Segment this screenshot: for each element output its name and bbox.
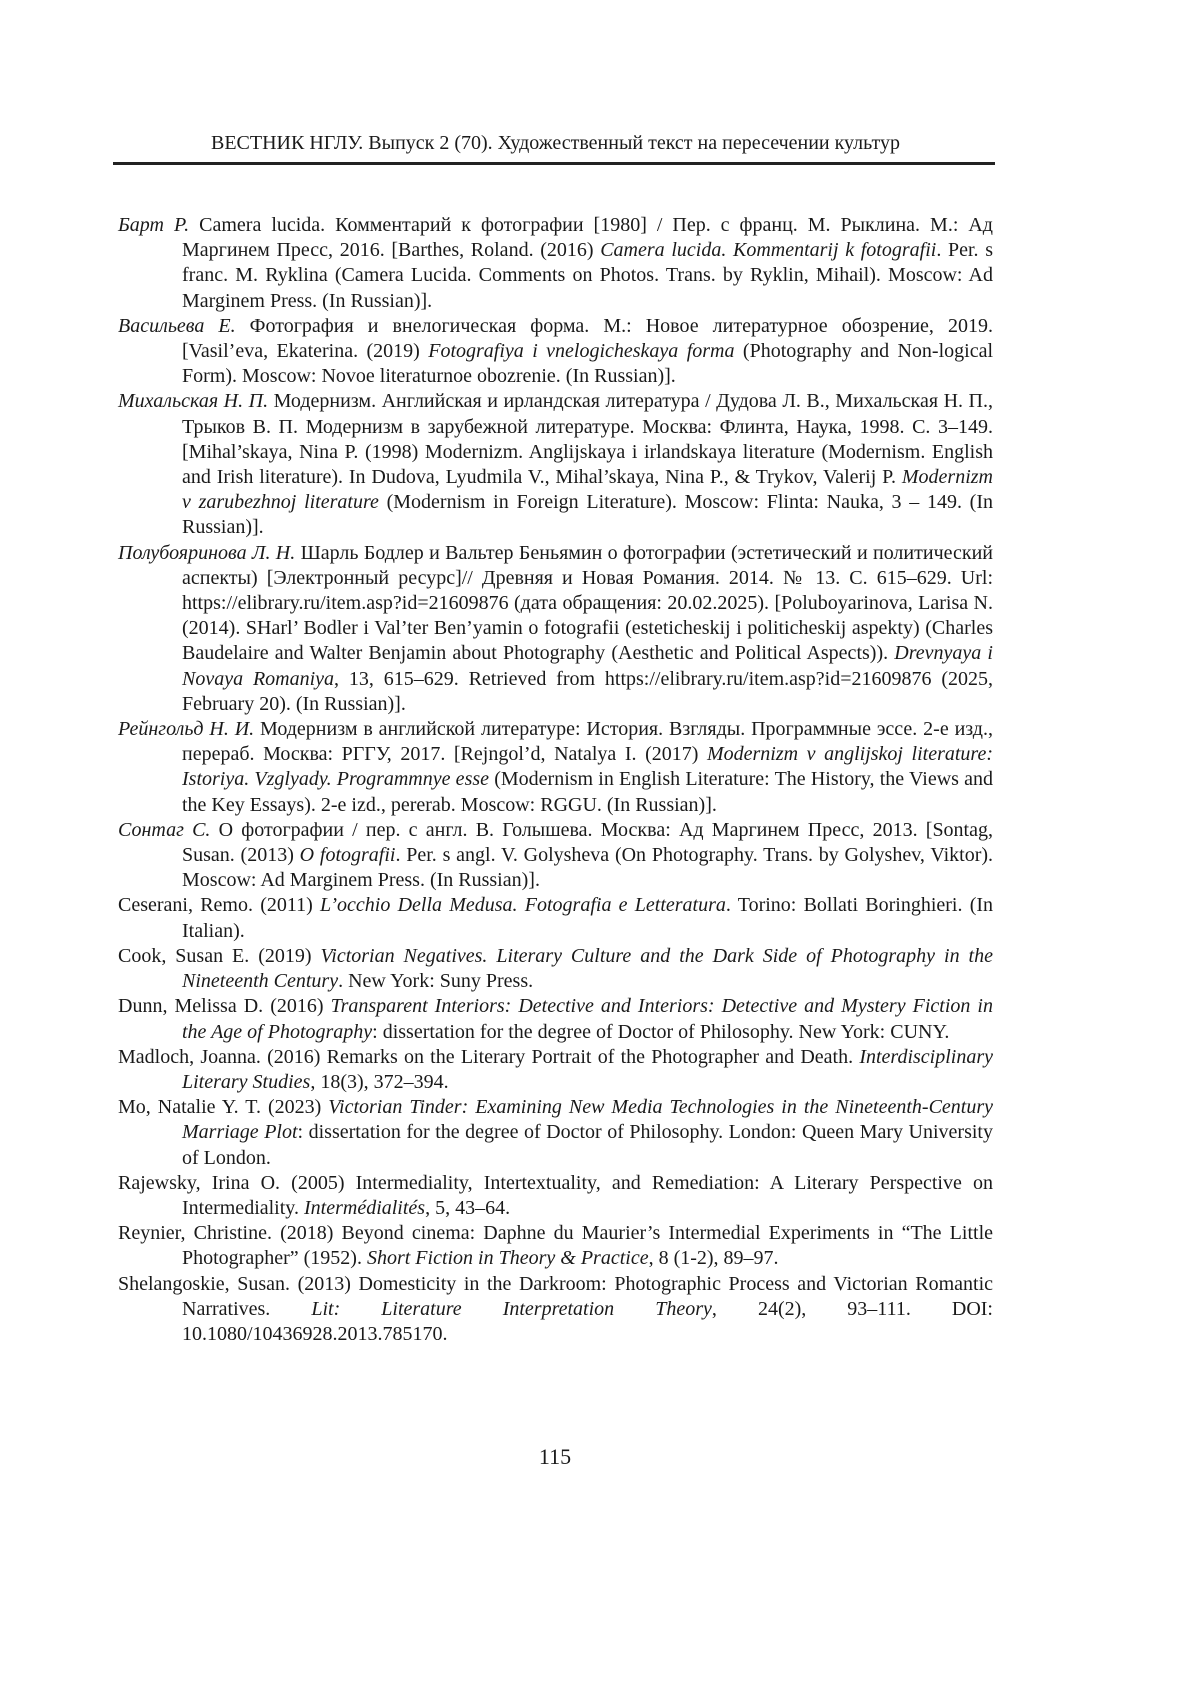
reference-entry [118, 994, 993, 1044]
reference-text: Фотография и внелогическая форма. М.: Новое литературное обозрение, 2019. [Vasil’eva, Ekaterina. (2019) [182, 315, 993, 362]
reference-entry [118, 314, 993, 390]
reference-italic-text: Lit: Literature Interpretation Theory [311, 1298, 712, 1320]
reference-entry [118, 1095, 993, 1171]
reference-italic-text: Intermédialités [304, 1197, 425, 1219]
reference-text: О фотографии / пер. с англ. В. Голышева. Москва: Ад Маргинем Пресс, 2013. [Sontag, Susan. (2013) [182, 819, 993, 866]
reference-entry [118, 541, 993, 717]
reference-text: Модернизм в английской литературе: История. Взгляды. Программные эссе. 2-е изд., перераб. Москва: РГГУ, 2017. [Rejngol’d, Natalya I. (2017) [182, 718, 993, 765]
running-header: ВЕСТНИК НГЛУ. Выпуск 2 (70). Художественный текст на пересечении культур [118, 132, 993, 155]
reference-entry [118, 389, 993, 540]
reference-text: (Modernism in English Literature: The History, the Views and the Key Essays). 2-e izd., pererab. Moscow: RGGU. (In Russian)]. [182, 768, 993, 815]
header-rule [113, 162, 995, 165]
reference-entry [118, 818, 993, 894]
reference-entry [118, 1045, 993, 1095]
page-number: 115 [0, 1444, 1110, 1470]
reference-text: (Photography and Non-logical Form). Moscow: Novoe literaturnoe obozrenie. (In Russian)]. [182, 340, 993, 387]
reference-text: , 24(2), 93–111. DOI: 10.1080/10436928.2013.785170. [182, 1298, 993, 1345]
reference-entry [118, 213, 993, 314]
reference-italic-text: Полубояринова Л. Н. [118, 542, 295, 564]
reference-entry [118, 893, 993, 943]
reference-italic-text: Modernizm v zarubezhnoj literature [182, 466, 993, 513]
reference-entry [118, 717, 993, 818]
reference-italic-text: Transparent Interiors: Detective and Interiors: Detective and Mystery Fiction in the Age of Photography [182, 995, 993, 1042]
reference-italic-text: Рейнгольд Н. И. [118, 718, 254, 740]
reference-list [118, 213, 993, 1347]
reference-italic-text: Васильева Е. [118, 315, 236, 337]
reference-text: Модернизм. Английская и ирландская литература / Дудова Л. В., Михальская Н. П., Трыков В. П. Модернизм в зарубежной литературе. Москва: Флинта, Наука, 1998. С. 3–149. [Mihal’skaya, Nina P. (1998) Modernizm. Anglijskaya i irlandskaya literature (Modernism. English and Irish literature). In Dudova, Lyudmila V., Mihal’skaya, Nina P., & Trykov, Valerij P. [182, 390, 993, 488]
reference-italic-text: O fotografii [300, 844, 396, 866]
reference-text: Reynier, Christine. (2018) Beyond cinema: Daphne du Maurier’s Intermedial Experiments in “The Little Photographer” (1952). [118, 1222, 993, 1269]
reference-entry [118, 1272, 993, 1348]
reference-text: : dissertation for the degree of Doctor of Philosophy. New York: CUNY. [372, 1021, 949, 1043]
reference-text: . Torino: Bollati Boringhieri. (In Italian). [182, 894, 993, 941]
reference-text: : dissertation for the degree of Doctor of Philosophy. London: Queen Mary University of London. [182, 1121, 993, 1168]
reference-italic-text: Short Fiction in Theory & Practice [367, 1247, 649, 1269]
reference-italic-text: Modernizm v anglijskoj literature: Istoriya. Vzglyady. Programmnye esse [182, 743, 993, 790]
reference-text: Dunn, Melissa D. (2016) [118, 995, 331, 1017]
reference-text: . Per. s franc. M. Ryklina (Camera Lucida. Comments on Photos. Trans. by Ryklin, Mihail). Moscow: Ad Marginem Press. (In Russian)]. [182, 239, 993, 311]
reference-text: Mo, Natalie Y. T. (2023) [118, 1096, 328, 1118]
reference-entry [118, 1221, 993, 1271]
reference-text: Cook, Susan E. (2019) [118, 945, 321, 967]
reference-text: Rajewsky, Irina O. (2005) Intermediality, Intertextuality, and Remediation: A Literary Perspective on Intermediality. [118, 1172, 993, 1219]
reference-italic-text: L’occhio Della Medusa. Fotografia e Letteratura [320, 894, 726, 916]
reference-italic-text: Сонтаг С. [118, 819, 210, 841]
reference-entry [118, 944, 993, 994]
reference-italic-text: Victorian Negatives. Literary Culture and the Dark Side of Photography in the Nineteenth Century [182, 945, 993, 992]
reference-text: Madloch, Joanna. (2016) Remarks on the Literary Portrait of the Photographer and Death. [118, 1046, 859, 1068]
reference-text: Ceserani, Remo. (2011) [118, 894, 320, 916]
reference-text: , 5, 43–64. [425, 1197, 510, 1219]
reference-text: , 8 (1-2), 89–97. [649, 1247, 779, 1269]
reference-italic-text: Interdisciplinary Literary Studies [182, 1046, 993, 1093]
reference-italic-text: Camera lucida. Kommentarij k fotografii [600, 239, 936, 261]
reference-italic-text: Михальская Н. П. [118, 390, 268, 412]
reference-text: , 18(3), 372–394. [310, 1071, 448, 1093]
reference-italic-text: Drevnyaya i Novaya Romaniya [182, 642, 993, 689]
reference-text: . Per. s angl. V. Golysheva (On Photography. Trans. by Golyshev, Viktor). Moscow: Ad Marginem Press. (In Russian)]. [182, 844, 993, 891]
reference-text: . New York: Suny Press. [338, 970, 533, 992]
reference-italic-text: Victorian Tinder: Examining New Media Technologies in the Nineteenth-Century Marriage Plot [182, 1096, 993, 1143]
reference-text: Шарль Бодлер и Вальтер Беньямин о фотографии (эстетический и политический аспекты) [Электронный ресурс]// Древняя и Новая Романия. 2014. № 13. С. 615–629. Url: https://elibrary.ru/item.asp?id=21609876 (дата обращения: 20.02.2025). [Poluboyarinova, Larisa N. (2014). SHarl’ Bodler i Val’ter Ben’yamin o fotografii (esteticheskij i politicheskij aspekty) (Charles Baudelaire and Walter Benjamin about Photography (Aesthetic and Political Aspects)). [182, 542, 993, 665]
reference-text: Shelangoskie, Susan. (2013) Domesticity in the Darkroom: Photographic Process and Victorian Romantic Narratives. [118, 1273, 993, 1320]
reference-italic-text: Барт Р. [118, 214, 189, 236]
reference-text: (Modernism in Foreign Literature). Moscow: Flinta: Nauka, 3 – 149. (In Russian)]. [182, 491, 993, 538]
reference-text: Camera lucida. Комментарий к фотографии [1980] / Пер. с франц. М. Рыклина. М.: Ад Маргинем Пресс, 2016. [Barthes, Roland. (2016) [182, 214, 993, 261]
reference-text: , 13, 615–629. Retrieved from https://elibrary.ru/item.asp?id=21609876 (2025, February 20). (In Russian)]. [182, 668, 993, 715]
reference-entry [118, 1171, 993, 1221]
reference-italic-text: Fotografiya i vnelogicheskaya forma [428, 340, 734, 362]
